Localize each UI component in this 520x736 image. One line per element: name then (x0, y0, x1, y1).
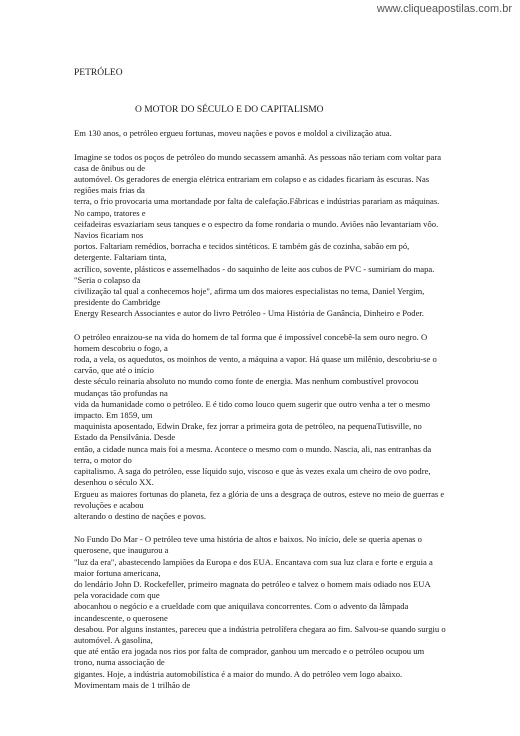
body-paragraph (74, 152, 446, 320)
paragraph-line: Imagine se todos os poços de petróleo do mundo secassem amanhã. As pessoas não teriam com voltar para casa de ônibus ou de (74, 151, 442, 173)
paragraph-line: ceifadeiras esvaziariam seus tanques e o espectro da fome rondaria o mundo. Aviões não levantariam vôo. Navios ficariam nos (74, 218, 439, 241)
site-watermark: www.cliqueapostilas.com.br (376, 3, 512, 15)
paragraph-line: O petróleo enraizou-se na vida do homem de tal forma que é impossível concebê-la sem ouro negro. O homem descobriu o fogo, a (74, 331, 428, 353)
paragraph-line: terra, o frio provocaria uma mortandade por falta de calefação.Fábricas e indústrias parariam as máquinas. No campo, tratores e (74, 196, 440, 218)
paragraph-line: No Fundo Do Mar - O petróleo teve uma história de altos e baixos. No início, dele se queria apenas o querosene, que inaugurou a (74, 534, 422, 556)
paragraph-line: "luz da era", abastecendo lampiões da Europa e dos EUA. Encantava com sua luz clara e forte e erguia a maior fortuna americana, (74, 556, 433, 578)
paragraph-line: Energy Research Associantes e autor do livro Petróleo - Uma História de Ganância, Dinheiro e Poder. (74, 308, 424, 319)
paragraph-line: maquinista aposentado, Edwin Drake, fez jorrar a primeira gota de petróleo, na pequenaTutisville, no Estado da Pensilvânia. Desde (74, 421, 422, 443)
paragraph-line: alterando o destino de nações e povos. (74, 510, 206, 521)
paragraph-line: Ergueu as maiores fortunas do planeta, fez a glória de uns a desgraça de outros, esteve no meio de guerras e revoluções e acabou (74, 488, 445, 510)
paragraph-line: gigantes. Hoje, a indústria automobilística é a maior do mundo. A do petróleo vem logo abaixo. Movimentam mais de 1 trilhão de (74, 668, 403, 690)
paragraph-line: desabou. Por alguns instantes, pareceu que a indústria petrolífera chegara ao fim. Salvou-se quando surgiu o automóvel. A gasolina, (74, 623, 446, 645)
paragraph-line: deste século reinaria absoluto no mundo como fonte de energia. Mas nenhum combustível provocou mudanças tão profundas na (74, 376, 419, 398)
paragraph-line: do lendário John D. Rockefeller, primeiro magnata do petróleo e talvez o homem mais odiado nos EUA pela voracidade com que (74, 578, 431, 601)
body-paragraph (74, 332, 446, 522)
document-title: PETRÓLEO (74, 68, 123, 78)
paragraph-line: automóvel. Os geradores de energia elétrica entrariam em colapso e as cidades ficariam às escuras. Nas regiões mais frias da (74, 174, 430, 196)
paragraph-line: vida da humanidade como o petróleo. E é tido como louco quem sugerir que outro venha a ter o mesmo impacto. Em 1859, um (74, 398, 431, 421)
paragraph-line: roda, a vela, os aquedutos, os moinhos de vento, a máquina a vapor. Há quase um milênio, descobriu-se o carvão, que até o início (74, 354, 437, 376)
paragraph-line: civilização tal qual a conhecemos hoje", afirma um dos maiores especialistas no tema, Daniel Yergim, presidente do Cambridge (74, 286, 425, 308)
intro-paragraph: Em 130 anos, o petróleo ergueu fortunas, moveu nações e povos e moldol a civilização atua. (74, 128, 392, 139)
paragraph-line: que até então era jogada nos rios por falta de comprador, ganhou um mercado e o petróleo ocupou um trono, numa associação de (74, 646, 425, 668)
body-paragraphs (74, 152, 446, 691)
paragraph-line: acrílico, sovente, plásticos e assemelhados - do saquinho de leite aos cubos de PVC - sumiriam do mapa. "Seria o colapso da (74, 263, 435, 285)
paragraph-line: portos. Faltariam remédios, borracha e tecidos sintéticos. E também gás de cozinha, sabão em pó, detergente. Faltariam tinta, (74, 241, 410, 263)
document-subtitle: O MOTOR DO SÉCULO E DO CAPITALISMO (135, 105, 324, 116)
body-paragraph (74, 534, 446, 691)
document-page (74, 68, 446, 691)
paragraph-line: abocanhou o negócio e a crueldade com que aniquilava concorrentes. Com o advento da lâmpada incandescente, o querosene (74, 601, 409, 623)
paragraph-line: então, a cidade nunca mais foi a mesma. Acontece o mesmo com o mundo. Nascia, ali, nas entranhas da terra, o motor do (74, 443, 432, 465)
paragraph-line: capitalismo. A saga do petróleo, esse líquido sujo, viscoso e que às vezes exala um cheiro de ovo podre, desenhou o século XX. (74, 466, 431, 488)
